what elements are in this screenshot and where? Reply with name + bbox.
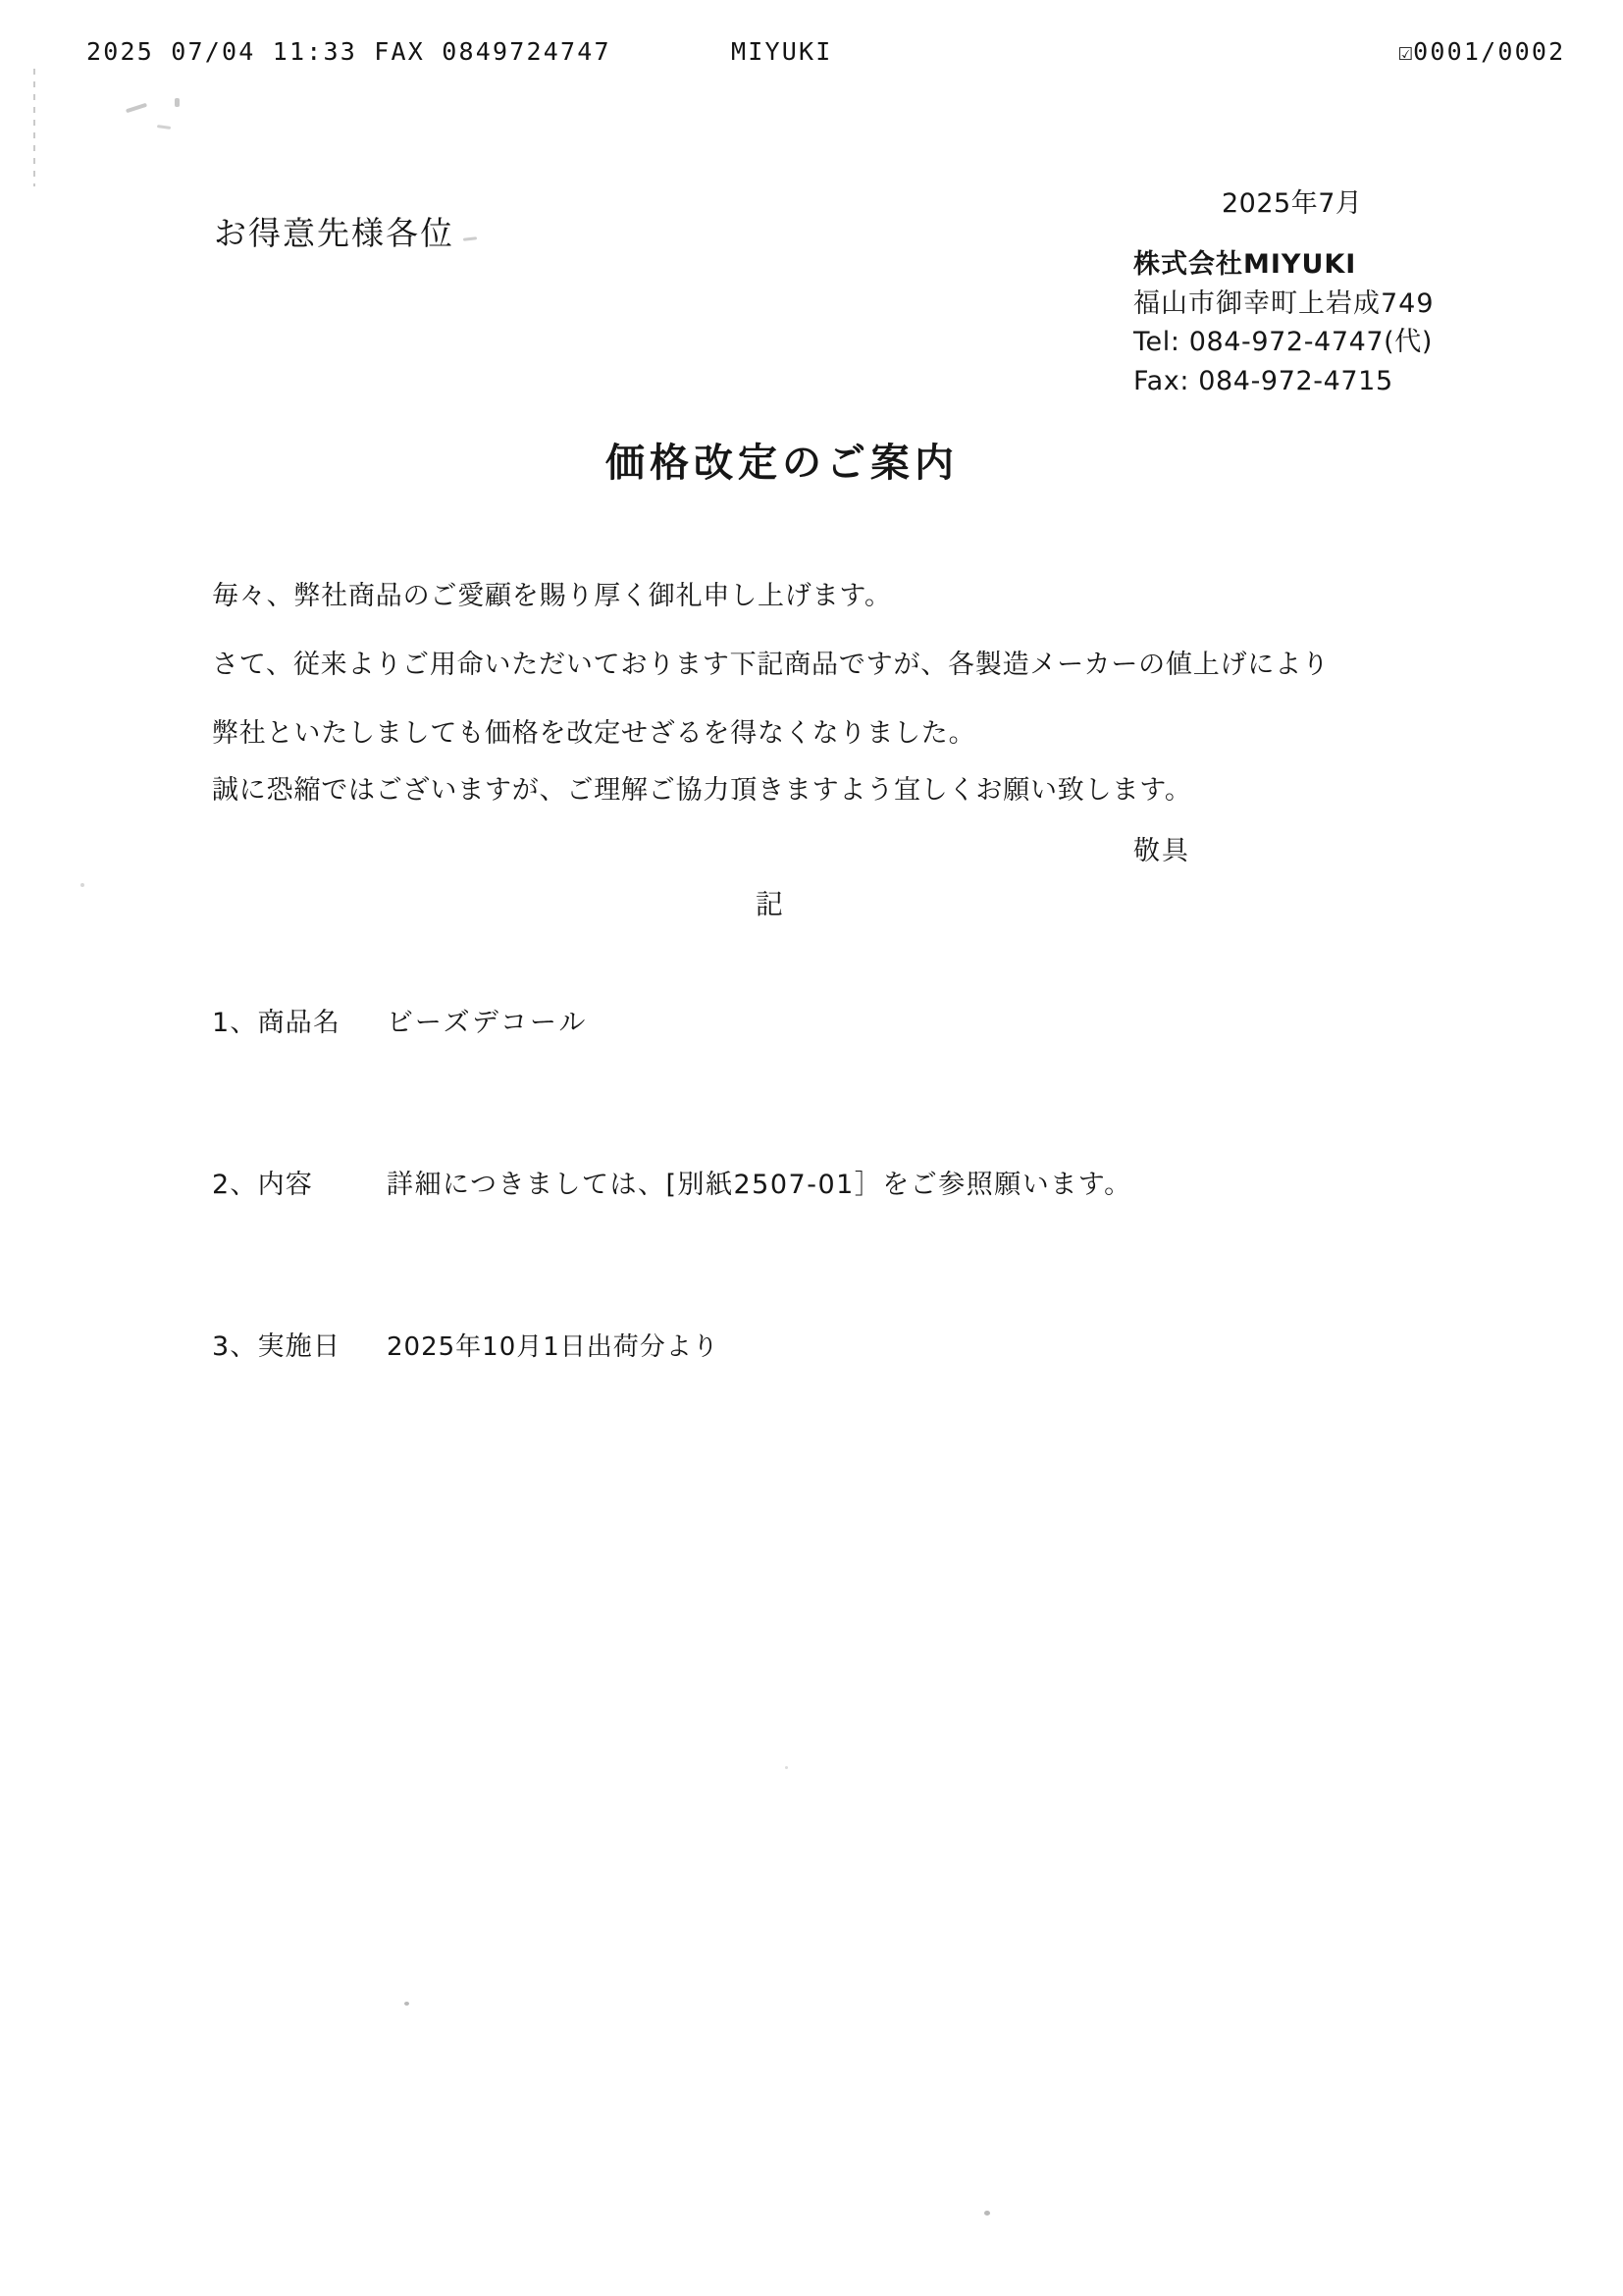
list-item (212, 1163, 1132, 1201)
item-label: 2、内容 (212, 1170, 313, 1200)
scan-speck (126, 103, 147, 114)
sender-address: 福山市御幸町上岩成749 (1133, 287, 1435, 319)
document-title: 価格改定のご案内 (605, 441, 959, 486)
item-label: 1、商品名 (212, 1008, 341, 1038)
scan-speck (157, 125, 171, 130)
scan-speck (175, 98, 180, 107)
list-item (212, 1001, 588, 1039)
scan-speck (80, 883, 84, 887)
ki-heading-mark: 記 (756, 888, 786, 920)
fax-header-page-count (1398, 37, 1565, 66)
letter-closing: 敬具 (1133, 836, 1190, 866)
body-paragraph-2: さて、従来よりご用命いただいております下記商品ですが、各製造メーカーの値上げにより (212, 650, 1330, 680)
sender-fax: Fax: 084-972-4715 (1133, 366, 1393, 397)
item-value: 2025年10月1日出荷分より (387, 1332, 719, 1362)
letter-date: 2025年7月 (1222, 188, 1363, 219)
scan-speck (404, 2002, 409, 2006)
scan-speck (463, 236, 477, 240)
body-paragraph-3: 弊社といたしましても価格を改定せざるを得なくなりました。 (212, 718, 976, 749)
sender-company-name: 株式会社MIYUKI (1133, 249, 1357, 280)
item-value: 詳細につきましては、[別紙2507-01］をご参照願います。 (387, 1170, 1132, 1200)
fax-header-page-number: 0001/0002 (1413, 37, 1566, 66)
item-value: ビーズデコール (387, 1008, 589, 1038)
body-paragraph-4: 誠に恐縮ではございますが、ご理解ご協力頂きますよう宜しくお願い致します。 (212, 775, 1192, 806)
scan-speck (785, 1766, 788, 1769)
letter-addressee: お得意先様各位 (214, 214, 454, 252)
scan-edge-artifact (33, 69, 35, 186)
fax-header (0, 37, 1623, 71)
list-item (212, 1325, 719, 1363)
fax-header-timestamp: 2025 07/04 11:33 FAX 0849724747 (86, 37, 611, 66)
scan-speck (984, 2211, 990, 2216)
sender-tel: Tel: 084-972-4747(代) (1133, 327, 1434, 358)
checked-box-icon: ☑ (1398, 37, 1414, 66)
body-paragraph-1: 毎々、弊社商品のご愛顧を賜り厚く御礼申し上げます。 (212, 581, 892, 611)
fax-header-sender-id: MIYUKI (731, 37, 833, 66)
item-label: 3、実施日 (212, 1331, 341, 1362)
sender-block (1133, 245, 1435, 401)
